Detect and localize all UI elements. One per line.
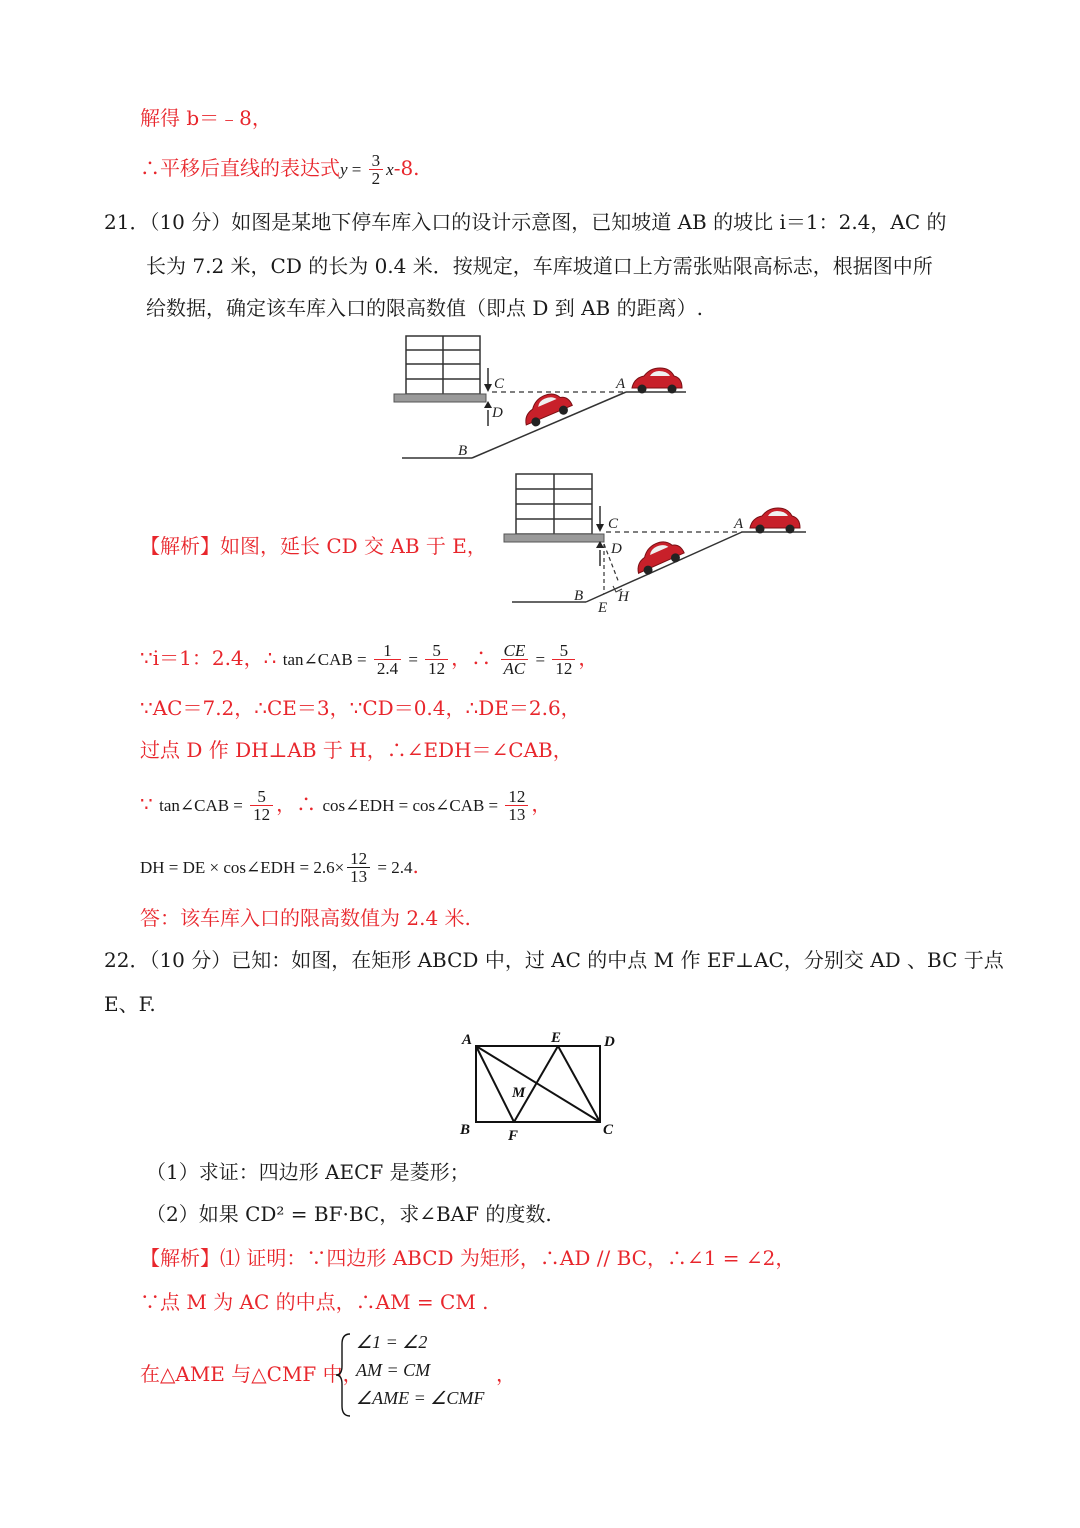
equals: = bbox=[347, 160, 366, 179]
var-x: x bbox=[386, 160, 394, 179]
car-ramp-icon bbox=[518, 387, 574, 430]
label-c: C bbox=[494, 376, 505, 392]
brace-icon bbox=[334, 1332, 354, 1418]
fraction-12-13: $\frac{12}{13}$ bbox=[505, 788, 528, 823]
solution-step-2: ∵AC＝7.2，∴CE＝3，∵CD＝0.4，∴DE＝2.6， bbox=[140, 696, 581, 720]
figure-garage-ramp bbox=[388, 330, 698, 470]
figure-rectangle-svg bbox=[456, 1024, 622, 1146]
expression-label: ∴平移后直线的表达式 bbox=[140, 156, 340, 180]
solution-step-4: ∵ tan∠CAB = $\frac{5}{12}$ ，∴ cos∠EDH = cos∠CAB = $\frac{12}{13}$ ， bbox=[140, 787, 552, 824]
system-row-2: AM = CM bbox=[356, 1360, 431, 1380]
question-21-line3: 给数据，确定该车库入口的限高数值（即点 D 到 AB 的距离）. bbox=[146, 296, 703, 320]
equation-system bbox=[334, 1332, 514, 1418]
label-a: A bbox=[616, 376, 626, 392]
question-22-line2: E、F. bbox=[104, 992, 156, 1016]
solution-answer: 答：该车库入口的限高数值为 2.4 米. bbox=[140, 906, 471, 930]
car-ramp-icon bbox=[630, 535, 686, 579]
solution-21-header: 【解析】如图，延长 CD 交 AB 于 E， bbox=[140, 534, 487, 558]
label-h: H bbox=[618, 589, 629, 605]
label-d: D bbox=[492, 405, 503, 421]
system-row-1: ∠1 = ∠2 bbox=[356, 1332, 428, 1352]
question-22-line1: 22．（10 分）已知：如图，在矩形 ABCD 中，过 AC 的中点 M 作 EF⊥AC，分别交 AD 、BC 于点 bbox=[104, 948, 1004, 972]
question-21-line1: 21．（10 分）如图是某地下停车库入口的设计示意图，已知坡道 AB 的坡比 i＝1：2.4，AC 的 bbox=[104, 210, 947, 234]
car-top-icon bbox=[750, 508, 800, 534]
figure-garage-ramp-extended bbox=[500, 470, 812, 616]
label-a: A bbox=[462, 1032, 473, 1048]
solution-22-line3: 在△AME 与△CMF 中， bbox=[140, 1362, 363, 1386]
solution-line-b: 解得 b＝﹣8， bbox=[140, 106, 272, 130]
solution-22-line2: ∵点 M 为 AC 的中点，∴AM = CM . bbox=[140, 1290, 489, 1314]
fraction-5-12-c: $\frac{5}{12}$ bbox=[250, 788, 273, 823]
label-d: D bbox=[604, 1034, 615, 1050]
question-22-part1: （1）求证：四边形 AECF 是菱形； bbox=[146, 1160, 470, 1184]
system-tail: ， bbox=[496, 1362, 516, 1386]
fraction-12-13-b: $\frac{12}{13}$ bbox=[347, 850, 370, 885]
label-a: A bbox=[734, 516, 744, 532]
line-ef bbox=[514, 1046, 558, 1122]
figure-rectangle bbox=[456, 1024, 622, 1146]
line-ec bbox=[558, 1046, 600, 1122]
var-y: y bbox=[340, 160, 348, 179]
car-top-icon bbox=[632, 368, 682, 394]
fraction-5-12-b: $\frac{5}{12}$ bbox=[552, 642, 575, 677]
question-22-part2: （2）如果 CD² = BF·BC，求∠BAF 的度数. bbox=[146, 1202, 552, 1226]
building-icon bbox=[406, 336, 480, 394]
label-b: B bbox=[574, 588, 584, 604]
label-e: E bbox=[598, 600, 608, 616]
label-e: E bbox=[551, 1030, 562, 1046]
figure-garage-ramp-svg bbox=[388, 330, 698, 470]
solution-22-line1: 【解析】⑴ 证明：∵四边形 ABCD 为矩形，∴AD // BC，∴∠1 = ∠2， bbox=[140, 1246, 796, 1270]
solution-step-1: ∵i＝1：2.4，∴ tan∠CAB = $\frac{1}{2.4}$ = $\frac{5}{12}$ ，∴ $\frac{CE}{AC}$ = $\frac{5}{12}$ ， bbox=[140, 641, 599, 678]
fraction-5-12: $\frac{5}{12}$ bbox=[425, 642, 448, 677]
solution-step-5: DH = DE × cos∠EDH = 2.6× $\frac{12}{13}$ = 2.4. bbox=[140, 849, 419, 886]
system-row-3: ∠AME = ∠CMF bbox=[356, 1388, 485, 1408]
solution-step-3: 过点 D 作 DH⊥AB 于 H，∴∠EDH＝∠CAB， bbox=[140, 738, 573, 762]
question-21-line2: 长为 7.2 米，CD 的长为 0.4 米．按规定，车库坡道口上方需张贴限高标志，根据图中所 bbox=[146, 254, 933, 278]
arrow-c-head-icon bbox=[484, 384, 492, 392]
label-m: M bbox=[512, 1085, 526, 1101]
fraction-1-2.4: $\frac{1}{2.4}$ bbox=[374, 642, 401, 677]
arrow-c-head-icon bbox=[596, 524, 604, 532]
fraction-3-2: $\frac{3}{2}$ bbox=[369, 152, 384, 187]
label-b: B bbox=[458, 443, 468, 459]
label-d: D bbox=[611, 541, 622, 557]
expression-tail: -8. bbox=[393, 156, 420, 180]
label-c: C bbox=[603, 1122, 614, 1138]
building-icon bbox=[516, 474, 592, 534]
solution-line-expression bbox=[140, 152, 420, 187]
label-b: B bbox=[460, 1122, 471, 1138]
ceiling-slab bbox=[394, 394, 486, 402]
figure-garage-ramp-extended-svg bbox=[500, 470, 812, 616]
fraction-ce-ac: $\frac{CE}{AC}$ bbox=[501, 642, 529, 677]
label-f: F bbox=[508, 1128, 519, 1144]
ceiling-slab bbox=[504, 534, 604, 542]
label-c: C bbox=[608, 516, 619, 532]
